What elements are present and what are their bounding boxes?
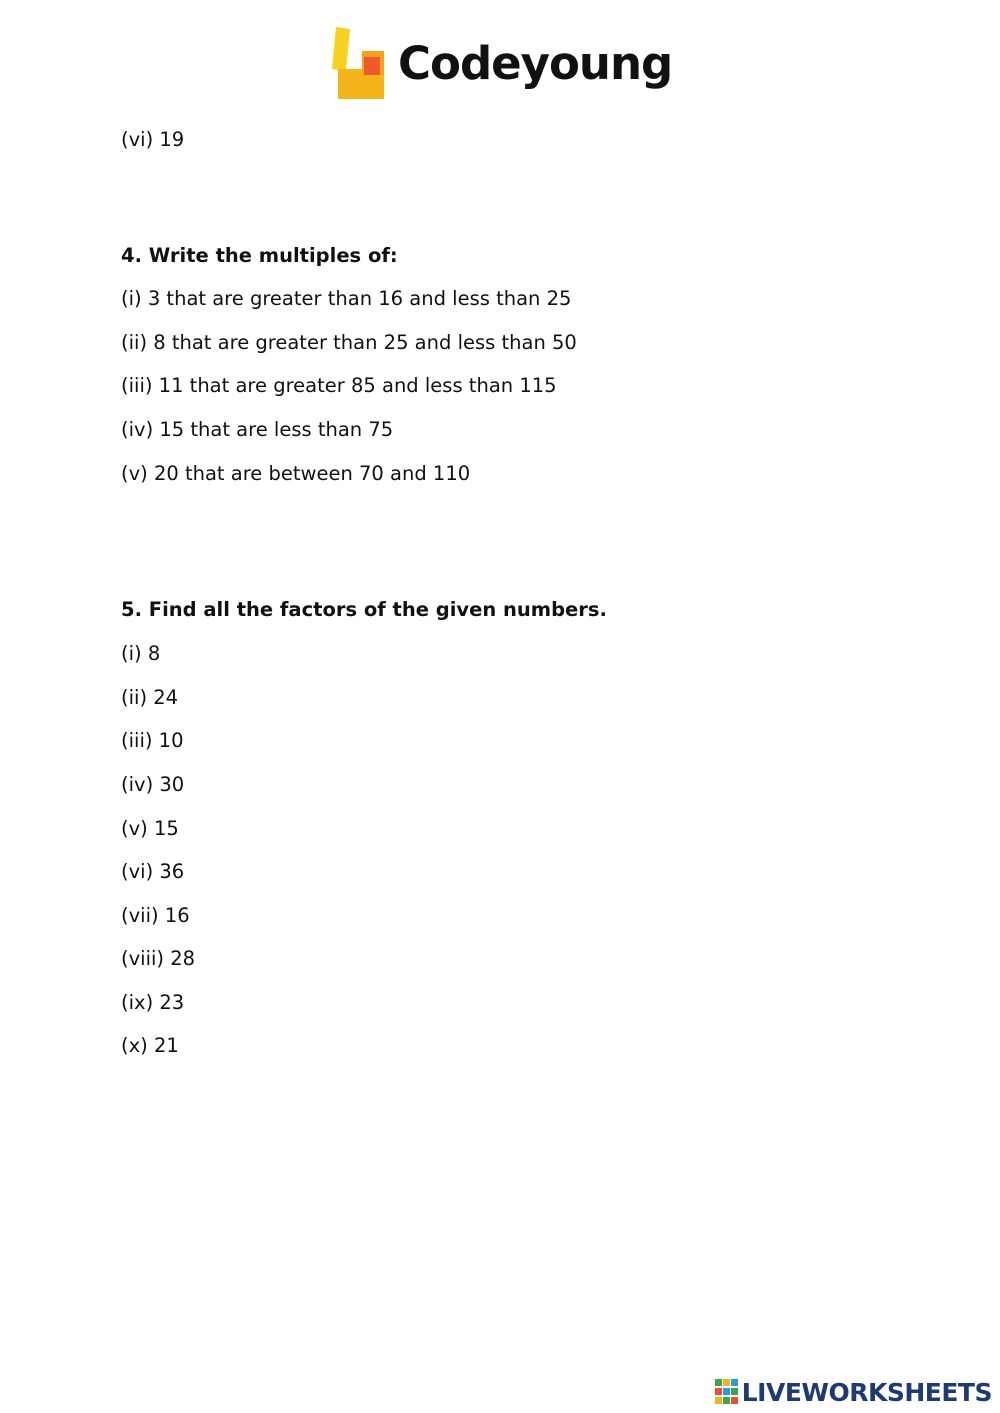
question-5-item: (ix) 23 — [121, 991, 185, 1014]
question-4-item: (iv) 15 that are less than 75 — [121, 418, 394, 441]
prev-item: (vi) 19 — [121, 128, 185, 151]
question-5-item: (iii) 10 — [121, 729, 184, 752]
question-5-item: (viii) 28 — [121, 947, 196, 970]
question-5-item: (vi) 36 — [121, 860, 185, 883]
question-4-item: (iii) 11 that are greater 85 and less than 115 — [121, 374, 557, 397]
liveworksheets-text: LIVEWORKSHEETS — [741, 1377, 992, 1407]
question-5-item: (v) 15 — [121, 817, 179, 840]
question-4-title: 4. Write the multiples of: — [121, 244, 398, 267]
codeyoung-logo-icon — [332, 25, 388, 101]
question-5-item: (iv) 30 — [121, 773, 185, 796]
question-5-item: (vii) 16 — [121, 904, 190, 927]
codeyoung-logo — [332, 22, 672, 104]
question-5-title: 5. Find all the factors of the given numbers. — [121, 598, 607, 621]
question-4-item: (v) 20 that are between 70 and 110 — [121, 462, 471, 485]
question-5-item: (x) 21 — [121, 1034, 179, 1057]
logo-text: Codeyoung — [398, 36, 673, 90]
question-5-item: (i) 8 — [121, 642, 161, 665]
liveworksheets-logo — [715, 1376, 992, 1408]
question-4-item: (i) 3 that are greater than 16 and less than 25 — [121, 287, 572, 310]
question-4-item: (ii) 8 that are greater than 25 and less than 50 — [121, 331, 577, 354]
question-5-item: (ii) 24 — [121, 686, 179, 709]
liveworksheets-icon — [715, 1379, 739, 1405]
